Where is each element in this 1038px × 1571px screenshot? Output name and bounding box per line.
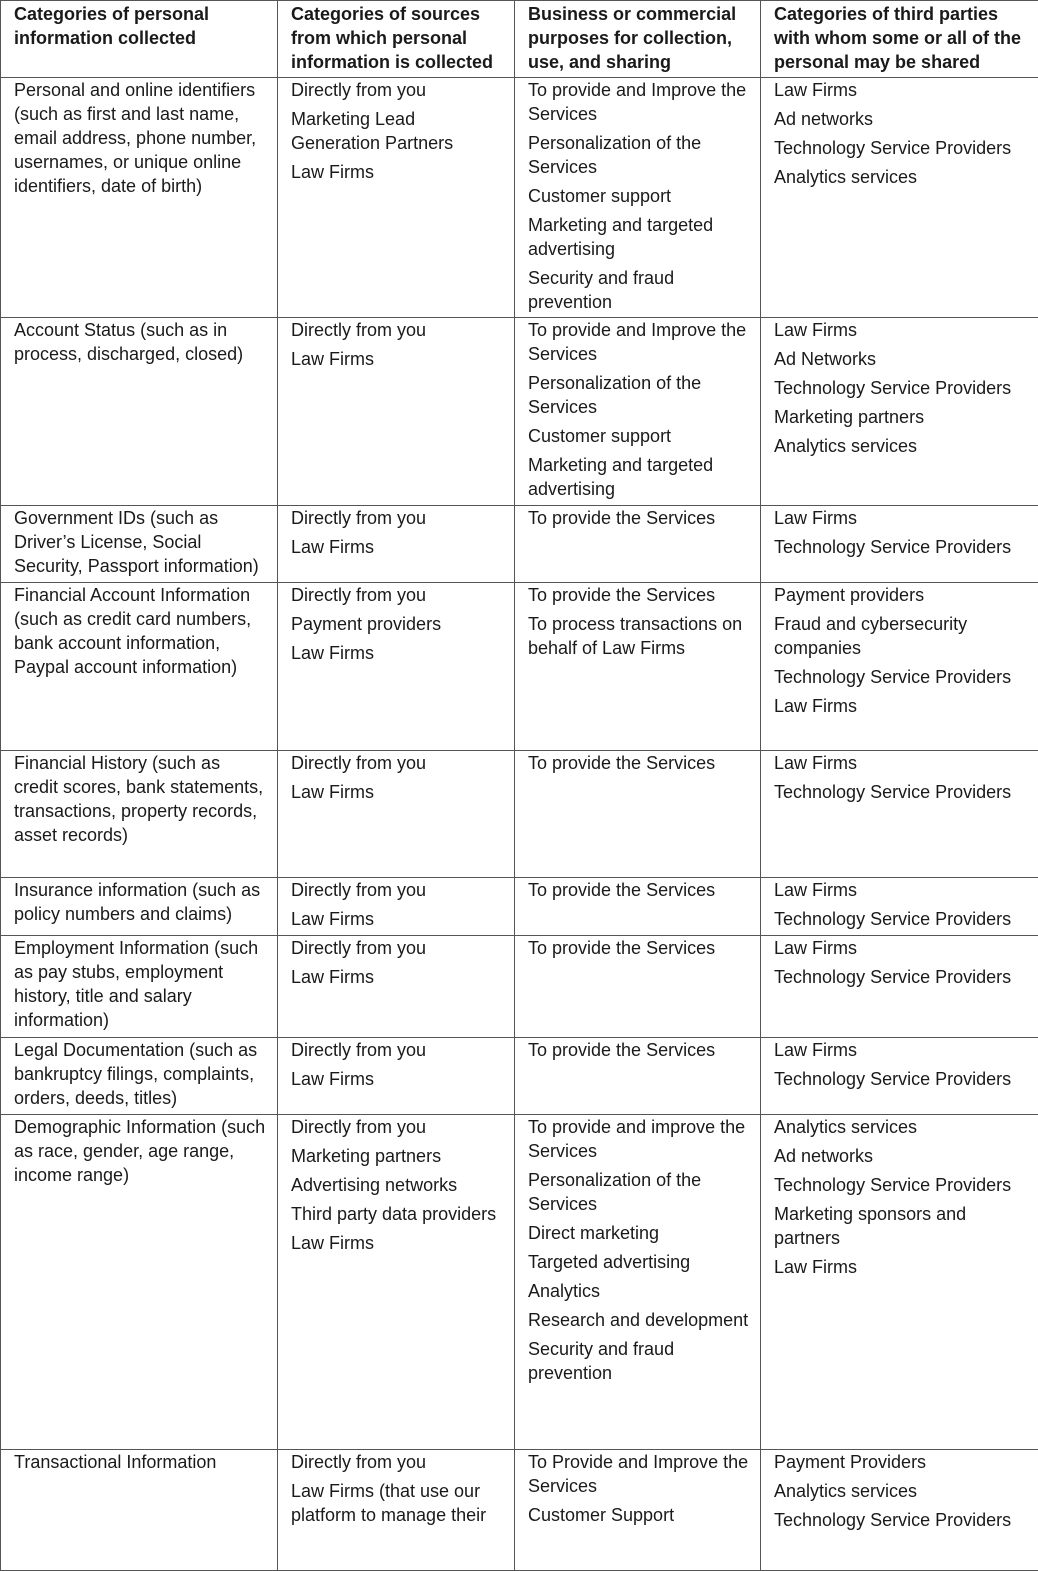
sources-cell [278,878,515,936]
purposes-cell [515,1450,761,1571]
third-parties-cell-item: Technology Service Providers [774,665,1030,689]
category-cell-text: Employment Information (such as pay stubs, employment history, title and salary information) [14,936,269,1032]
sources-cell-item: Law Firms [291,965,506,989]
category-cell [1,878,278,936]
table-row [1,506,1038,583]
third-parties-cell-item: Law Firms [774,694,1030,718]
sources-cell-item: Third party data providers [291,1202,506,1226]
third-parties-cell-item: Technology Service Providers [774,780,1030,804]
third-parties-cell-item: Law Firms [774,878,1030,902]
third-parties-cell-item: Ad Networks [774,347,1030,371]
third-parties-cell-item: Law Firms [774,1038,1030,1062]
sources-cell [278,1450,515,1571]
header-third-parties: Categories of third parties with whom some or all of the personal may be shared [761,1,1038,78]
third-parties-cell-item: Technology Service Providers [774,376,1030,400]
purposes-cell [515,751,761,878]
sources-cell-item: Marketing Lead Generation Partners [291,107,506,155]
sources-cell-item: Directly from you [291,506,506,530]
sources-cell-item: Directly from you [291,878,506,902]
category-cell [1,751,278,878]
third-parties-cell [761,1115,1038,1450]
purposes-cell-item: Direct marketing [528,1221,752,1245]
table-row [1,878,1038,936]
purposes-cell-item: To process transactions on behalf of Law Firms [528,612,752,660]
third-parties-cell [761,583,1038,751]
sources-cell [278,506,515,583]
sources-cell [278,936,515,1038]
table-row [1,583,1038,751]
sources-cell-item: Directly from you [291,1115,506,1139]
third-parties-cell [761,878,1038,936]
table-header [1,1,1038,78]
third-parties-cell-item: Ad networks [774,1144,1030,1168]
purposes-cell [515,318,761,506]
table-row [1,78,1038,318]
purposes-cell-item: To Provide and Improve the Services [528,1450,752,1498]
sources-cell-item: Directly from you [291,78,506,102]
sources-cell-item: Law Firms [291,641,506,665]
third-parties-cell-item: Technology Service Providers [774,1508,1030,1532]
third-parties-cell-item: Fraud and cybersecurity companies [774,612,1030,660]
third-parties-cell [761,1038,1038,1115]
sources-cell-item: Directly from you [291,1450,506,1474]
purposes-cell-item: Security and fraud prevention [528,266,752,314]
third-parties-cell-item: Analytics services [774,434,1030,458]
purposes-cell-item: Marketing and targeted advertising [528,453,752,501]
sources-cell-item: Law Firms [291,160,506,184]
category-cell [1,936,278,1038]
purposes-cell [515,936,761,1038]
category-cell [1,1038,278,1115]
third-parties-cell-item: Law Firms [774,1255,1030,1279]
purposes-cell-item: Customer support [528,184,752,208]
category-cell-text: Demographic Information (such as race, gender, age range, income range) [14,1115,269,1187]
purposes-cell-item: Personalization of the Services [528,371,752,419]
purposes-cell [515,878,761,936]
sources-cell-item: Directly from you [291,583,506,607]
purposes-cell [515,1115,761,1450]
third-parties-cell-item: Law Firms [774,506,1030,530]
purposes-cell-item: Security and fraud prevention [528,1337,752,1385]
purposes-cell-item: To provide and improve the Services [528,1115,752,1163]
sources-cell [278,1115,515,1450]
sources-cell [278,1038,515,1115]
purposes-cell-item: Customer support [528,424,752,448]
purposes-cell-item: To provide and Improve the Services [528,78,752,126]
third-parties-cell-item: Law Firms [774,78,1030,102]
header-row [1,1,1038,78]
third-parties-cell-item: Analytics services [774,1479,1030,1503]
sources-cell [278,78,515,318]
header-categories-collected: Categories of personal information collected [1,1,278,78]
third-parties-cell-item: Technology Service Providers [774,1067,1030,1091]
purposes-cell [515,506,761,583]
sources-cell-item: Directly from you [291,936,506,960]
sources-cell-item: Directly from you [291,751,506,775]
category-cell-text: Government IDs (such as Driver’s License, Social Security, Passport information) [14,506,269,578]
third-parties-cell-item: Ad networks [774,107,1030,131]
purposes-cell [515,1038,761,1115]
table-row [1,936,1038,1038]
sources-cell-item: Law Firms [291,347,506,371]
third-parties-cell [761,1450,1038,1571]
purposes-cell-item: Personalization of the Services [528,131,752,179]
category-cell [1,506,278,583]
category-cell-text: Transactional Information [14,1450,269,1474]
third-parties-cell-item: Technology Service Providers [774,1173,1030,1197]
sources-cell [278,318,515,506]
purposes-cell-item: Personalization of the Services [528,1168,752,1216]
third-parties-cell-item: Analytics services [774,1115,1030,1139]
purposes-cell-item: To provide the Services [528,751,752,775]
sources-cell-item: Law Firms [291,1067,506,1091]
category-cell [1,318,278,506]
purposes-cell-item: To provide the Services [528,936,752,960]
category-cell [1,1115,278,1450]
table-row [1,751,1038,878]
sources-cell-item: Payment providers [291,612,506,636]
table-row [1,1038,1038,1115]
category-cell-text: Legal Documentation (such as bankruptcy filings, complaints, orders, deeds, titles) [14,1038,269,1110]
purposes-cell [515,78,761,318]
sources-cell-item: Law Firms (that use our platform to manage their [291,1479,506,1527]
purposes-cell-item: Marketing and targeted advertising [528,213,752,261]
third-parties-cell [761,936,1038,1038]
sources-cell-item: Directly from you [291,318,506,342]
sources-cell [278,751,515,878]
third-parties-cell-item: Technology Service Providers [774,965,1030,989]
purposes-cell-item: Customer Support [528,1503,752,1527]
purposes-cell-item: Analytics [528,1279,752,1303]
sources-cell-item: Directly from you [291,1038,506,1062]
purposes-cell-item: To provide the Services [528,583,752,607]
category-cell-text: Insurance information (such as policy numbers and claims) [14,878,269,926]
purposes-cell-item: Research and development [528,1308,752,1332]
sources-cell-item: Law Firms [291,780,506,804]
third-parties-cell-item: Technology Service Providers [774,136,1030,160]
third-parties-cell-item: Technology Service Providers [774,535,1030,559]
sources-cell-item: Law Firms [291,535,506,559]
category-cell [1,1450,278,1571]
header-purposes: Business or commercial purposes for collection, use, and sharing [515,1,761,78]
sources-cell-item: Law Firms [291,1231,506,1255]
third-parties-cell-item: Marketing partners [774,405,1030,429]
category-cell-text: Financial History (such as credit scores, bank statements, transactions, property records, asset records) [14,751,269,847]
sources-cell-item: Advertising networks [291,1173,506,1197]
category-cell-text: Account Status (such as in process, discharged, closed) [14,318,269,366]
table-row [1,1450,1038,1571]
third-parties-cell [761,506,1038,583]
sources-cell-item: Marketing partners [291,1144,506,1168]
category-cell-text: Personal and online identifiers (such as first and last name, email address, phone number, usernames, or unique online identifiers, date of birth) [14,78,269,198]
sources-cell [278,583,515,751]
category-cell-text: Financial Account Information (such as credit card numbers, bank account information, Paypal account information) [14,583,269,679]
purposes-cell-item: To provide the Services [528,1038,752,1062]
third-parties-cell-item: Payment Providers [774,1450,1030,1474]
third-parties-cell-item: Law Firms [774,936,1030,960]
purposes-cell [515,583,761,751]
third-parties-cell-item: Law Firms [774,751,1030,775]
third-parties-cell-item: Payment providers [774,583,1030,607]
third-parties-cell [761,318,1038,506]
purposes-cell-item: To provide the Services [528,878,752,902]
table-body [1,78,1038,1571]
purposes-cell-item: To provide and Improve the Services [528,318,752,366]
purposes-cell-item: To provide the Services [528,506,752,530]
table-row [1,318,1038,506]
table-row [1,1115,1038,1450]
third-parties-cell [761,78,1038,318]
header-sources: Categories of sources from which personal information is collected [278,1,515,78]
category-cell [1,78,278,318]
third-parties-cell-item: Technology Service Providers [774,907,1030,931]
third-parties-cell-item: Law Firms [774,318,1030,342]
third-parties-cell-item: Marketing sponsors and partners [774,1202,1030,1250]
sources-cell-item: Law Firms [291,907,506,931]
third-parties-cell [761,751,1038,878]
category-cell [1,583,278,751]
third-parties-cell-item: Analytics services [774,165,1030,189]
purposes-cell-item: Targeted advertising [528,1250,752,1274]
